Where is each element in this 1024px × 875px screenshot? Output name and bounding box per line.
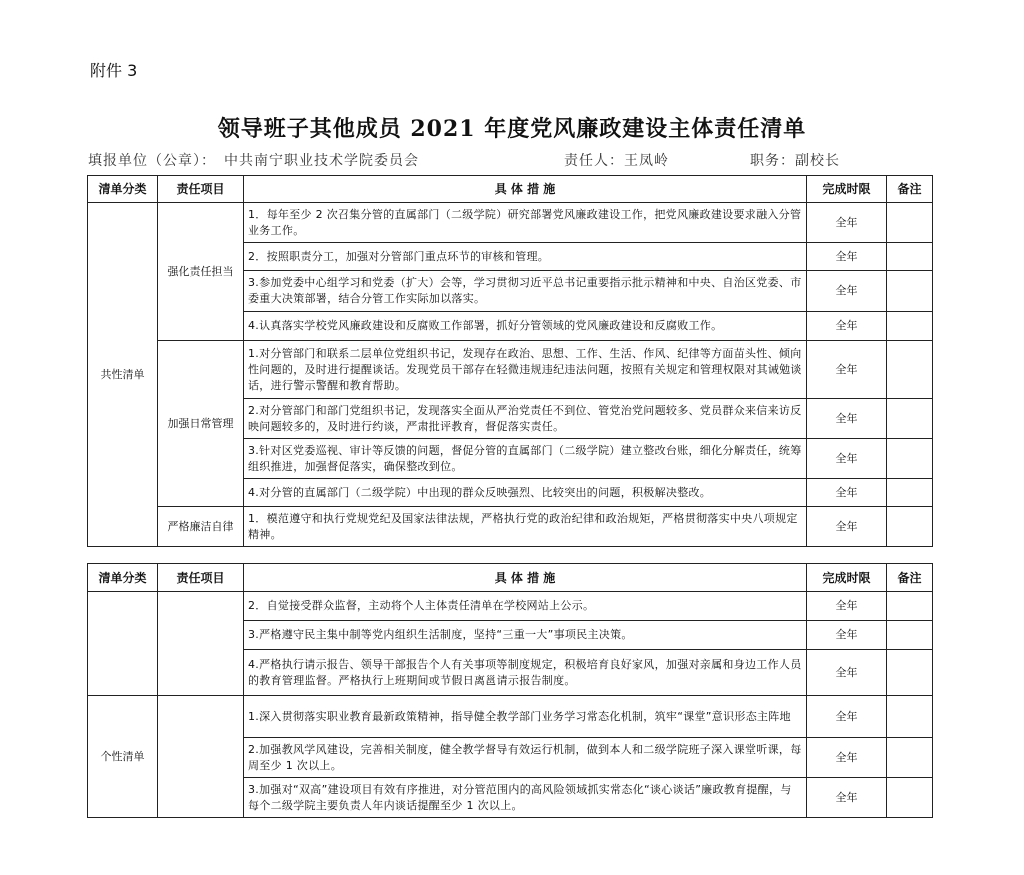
measure-cell: 3.针对区党委巡视、审计等反馈的问题，督促分管的直属部门（二级学院）建立整改台账，细化分解责任，统筹组织推进，加强督促落实，确保整改到位。 (244, 439, 807, 479)
table-header-row (88, 176, 933, 203)
note-cell (887, 479, 933, 507)
item-cell (158, 696, 244, 818)
deadline-cell: 全年 (807, 621, 887, 650)
measure-cell: 4.对分管的直属部门（二级学院）中出现的群众反映强烈、比较突出的问题，积极解决整改。 (244, 479, 807, 507)
deadline-cell: 全年 (807, 341, 887, 399)
note-cell (887, 341, 933, 399)
header-category: 清单分类 (88, 176, 158, 203)
note-cell (887, 738, 933, 778)
table-header-row (88, 564, 933, 592)
table-row (88, 507, 933, 547)
attachment-label: 附件 3 (90, 61, 138, 80)
position-label: 职务：副校长 (750, 153, 840, 169)
deadline-cell: 全年 (807, 696, 887, 738)
note-cell (887, 312, 933, 341)
deadline-cell: 全年 (807, 399, 887, 439)
measure-cell: 4.严格执行请示报告、领导干部报告个人有关事项等制度规定，积极培育良好家风，加强对亲属和身边工作人员的教育管理监督。严格执行上班期间或节假日离邕请示报告制度。 (244, 650, 807, 696)
header-measure: 具 体 措 施 (244, 176, 807, 203)
responsibility-table-2 (87, 563, 933, 818)
note-cell (887, 778, 933, 818)
category-cell-continued (88, 592, 158, 696)
measure-cell: 3.严格遵守民主集中制等党内组织生活制度，坚持“三重一大”事项民主决策。 (244, 621, 807, 650)
measure-cell: 2.加强教风学风建设，完善相关制度，健全教学督导有效运行机制，做到本人和二级学院班子深入课堂听课，每周至少 1 次以上。 (244, 738, 807, 778)
header-item: 责任项目 (158, 564, 244, 592)
header-measure: 具 体 措 施 (244, 564, 807, 592)
measure-cell: 3.加强对“双高”建设项目有效有序推进，对分管范围内的高风险领域抓实常态化“谈心谈话”廉政教育提醒，与每个二级学院主要负责人年内谈话提醒至少 1 次以上。 (244, 778, 807, 818)
table-row (88, 203, 933, 243)
header-deadline: 完成时限 (807, 564, 887, 592)
note-cell (887, 621, 933, 650)
note-cell (887, 243, 933, 271)
note-cell (887, 650, 933, 696)
item-cell: 强化责任担当 (158, 203, 244, 341)
note-cell (887, 507, 933, 547)
deadline-cell: 全年 (807, 479, 887, 507)
deadline-cell: 全年 (807, 592, 887, 621)
deadline-cell: 全年 (807, 738, 887, 778)
header-note: 备注 (887, 176, 933, 203)
measure-cell: 2．按照职责分工，加强对分管部门重点环节的审核和管理。 (244, 243, 807, 271)
item-cell-continued (158, 592, 244, 696)
table-row (88, 696, 933, 738)
header-deadline: 完成时限 (807, 176, 887, 203)
deadline-cell: 全年 (807, 243, 887, 271)
measure-cell: 2.对分管部门和部门党组织书记，发现落实全面从严治党责任不到位、管党治党问题较多、党员群众来信来访反映问题较多的，及时进行约谈，严肃批评教育，督促落实责任。 (244, 399, 807, 439)
header-note: 备注 (887, 564, 933, 592)
note-cell (887, 271, 933, 312)
table-row (88, 341, 933, 399)
deadline-cell: 全年 (807, 271, 887, 312)
note-cell (887, 592, 933, 621)
measure-cell: 4.认真落实学校党风廉政建设和反腐败工作部署，抓好分管领域的党风廉政建设和反腐败工作。 (244, 312, 807, 341)
deadline-cell: 全年 (807, 203, 887, 243)
note-cell (887, 203, 933, 243)
table-row (88, 592, 933, 621)
measure-cell: 1.对分管部门和联系二层单位党组织书记，发现存在政治、思想、工作、生活、作风、纪律等方面苗头性、倾向性问题的，及时进行提醒谈话。发现党员干部存在轻微违规违纪违法问题，按照有关规定和管理权限对其诫勉谈话，进行警示警醒和教育帮助。 (244, 341, 807, 399)
measure-cell: 1.深入贯彻落实职业教育最新政策精神，指导健全教学部门业务学习常态化机制，筑牢“课堂”意识形态主阵地 (244, 696, 807, 738)
note-cell (887, 399, 933, 439)
item-cell: 加强日常管理 (158, 341, 244, 507)
note-cell (887, 696, 933, 738)
deadline-cell: 全年 (807, 507, 887, 547)
category-cell: 共性清单 (88, 203, 158, 547)
measure-cell: 3.参加党委中心组学习和党委（扩大）会等，学习贯彻习近平总书记重要指示批示精神和中央、自治区党委、市委重大决策部署，结合分管工作实际加以落实。 (244, 271, 807, 312)
item-cell: 严格廉洁自律 (158, 507, 244, 547)
page-title: 领导班子其他成员 2021 年度党风廉政建设主体责任清单 (217, 116, 807, 142)
unit-label: 填报单位（公章）： 中共南宁职业技术学院委员会 (88, 153, 419, 169)
responsibility-table-1 (87, 175, 933, 547)
deadline-cell: 全年 (807, 312, 887, 341)
deadline-cell: 全年 (807, 439, 887, 479)
header-item: 责任项目 (158, 176, 244, 203)
header-category: 清单分类 (88, 564, 158, 592)
person-label: 责任人：王凤岭 (564, 153, 669, 169)
measure-cell: 2．自觉接受群众监督，主动将个人主体责任清单在学校网站上公示。 (244, 592, 807, 621)
measure-cell: 1．每年至少 2 次召集分管的直属部门（二级学院）研究部署党风廉政建设工作，把党风廉政建设要求融入分管业务工作。 (244, 203, 807, 243)
deadline-cell: 全年 (807, 650, 887, 696)
category-cell: 个性清单 (88, 696, 158, 818)
deadline-cell: 全年 (807, 778, 887, 818)
note-cell (887, 439, 933, 479)
measure-cell: 1．模范遵守和执行党规党纪及国家法律法规，严格执行党的政治纪律和政治规矩，严格贯彻落实中央八项规定精神。 (244, 507, 807, 547)
